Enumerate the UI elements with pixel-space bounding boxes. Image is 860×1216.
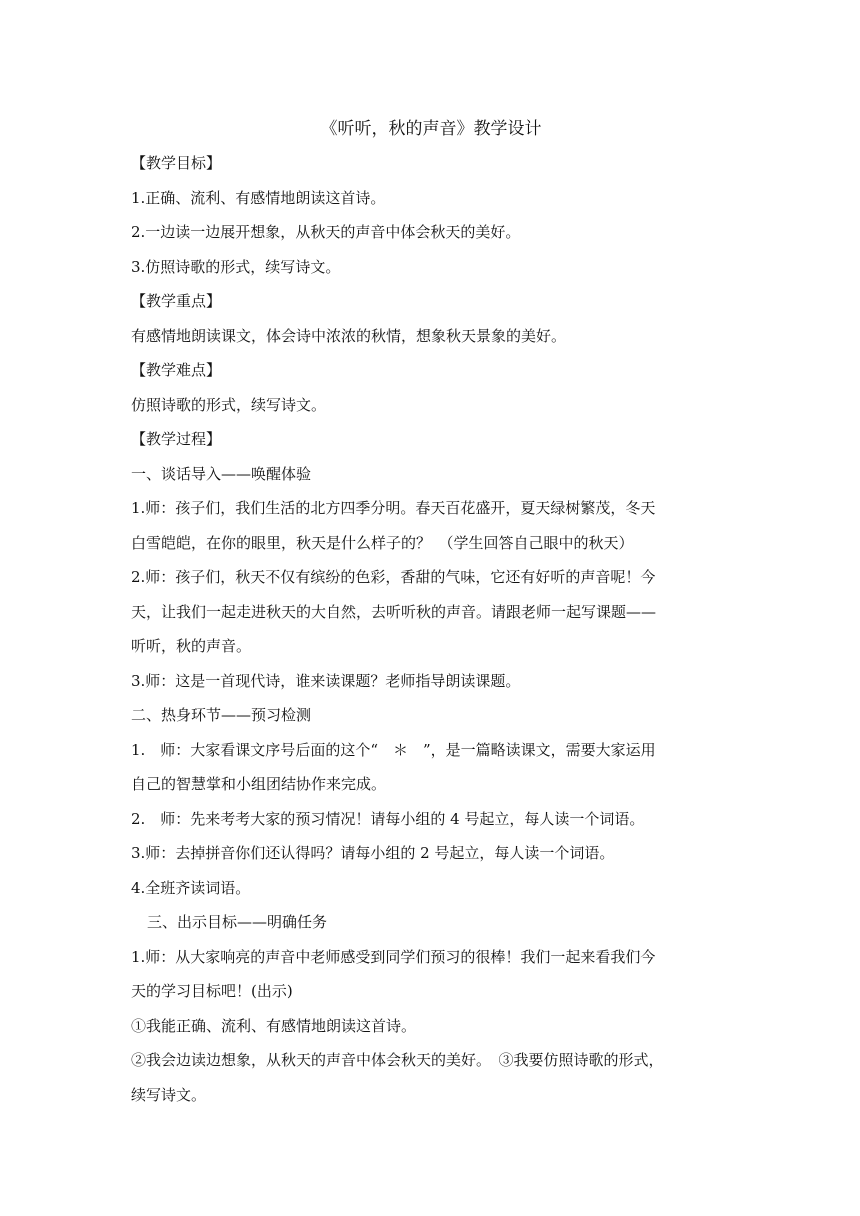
process-text-line: 3.师：这是一首现代诗，谁来读课题？老师指导朗读课题。 (131, 671, 521, 690)
section-heading-process: 【教学过程】 (131, 430, 222, 448)
process-part-1-heading: 一、谈话导入——唤醒体验 (131, 464, 312, 483)
section-heading-objectives: 【教学目标】 (131, 154, 222, 172)
process-text-line: 白雪皑皑，在你的眼里，秋天是什么样子的？ （学生回答自己眼中的秋天） (131, 533, 634, 552)
process-text-line: 2.师：孩子们，秋天不仅有缤纷的色彩，香甜的气味，它还有好听的声音呢！今 (131, 568, 656, 586)
difficulties-text: 仿照诗歌的形式，续写诗文。 (131, 395, 327, 414)
process-text-line: 天，让我们一起走进秋天的大自然，去听听秋的声音。请跟老师一起写课题—— (131, 602, 657, 621)
process-text-line: 1.师：从大家响亮的声音中老师感受到同学们预习的很棒！我们一起来看我们今 (131, 947, 656, 966)
goal-item-2-3: ②我会边读边想象，从秋天的声音中体会秋天的美好。 ③我要仿照诗歌的形式， (131, 1051, 664, 1069)
process-part-3-heading: 三、出示目标——明确任务 (147, 913, 328, 931)
process-text-line: 3.师：去掉拼音你们还认得吗？请每小组的 2 号起立，每人读一个词语。 (131, 844, 615, 862)
goal-item-3-continued: 续写诗文。 (131, 1085, 207, 1104)
document-title: 《听听，秋的声音》教学设计 (320, 119, 542, 139)
key-points-text: 有感情地朗读课文，体会诗中浓浓的秋情，想象秋天景象的美好。 (131, 326, 567, 345)
process-text-line: 听听，秋的声音。 (131, 637, 252, 655)
process-text-line: 自己的智慧掌和小组团结协作来完成。 (131, 775, 387, 793)
process-text-line: 2. 师：先来考考大家的预习情况！请每小组的 4 号起立，每人读一个词语。 (131, 809, 645, 828)
process-text-line: 1. 师：大家看课文序号后面的这个“ ＊ ”，是一篇略读课文，需要大家运用 (131, 740, 656, 759)
process-text-line: 4.全班齐读词语。 (131, 878, 251, 897)
process-text-line: 天的学习目标吧！(出示) (131, 982, 293, 1000)
objective-item-1: 1.正确、流利、有感情地朗读这首诗。 (131, 188, 386, 207)
objective-item-2: 2.一边读一边展开想象，从秋天的声音中体会秋天的美好。 (131, 223, 521, 241)
objective-item-3: 3.仿照诗歌的形式，续写诗文。 (131, 257, 341, 276)
process-text-line: 1.师：孩子们，我们生活的北方四季分明。春天百花盛开，夏天绿树繁茂，冬天 (131, 499, 656, 517)
goal-item-1: ①我能正确、流利、有感情地朗读这首诗。 (131, 1016, 417, 1035)
section-heading-key-points: 【教学重点】 (131, 292, 222, 310)
process-part-2-heading: 二、热身环节——预习检测 (131, 706, 312, 724)
section-heading-difficulties: 【教学难点】 (131, 361, 222, 379)
document-body (131, 112, 731, 1112)
